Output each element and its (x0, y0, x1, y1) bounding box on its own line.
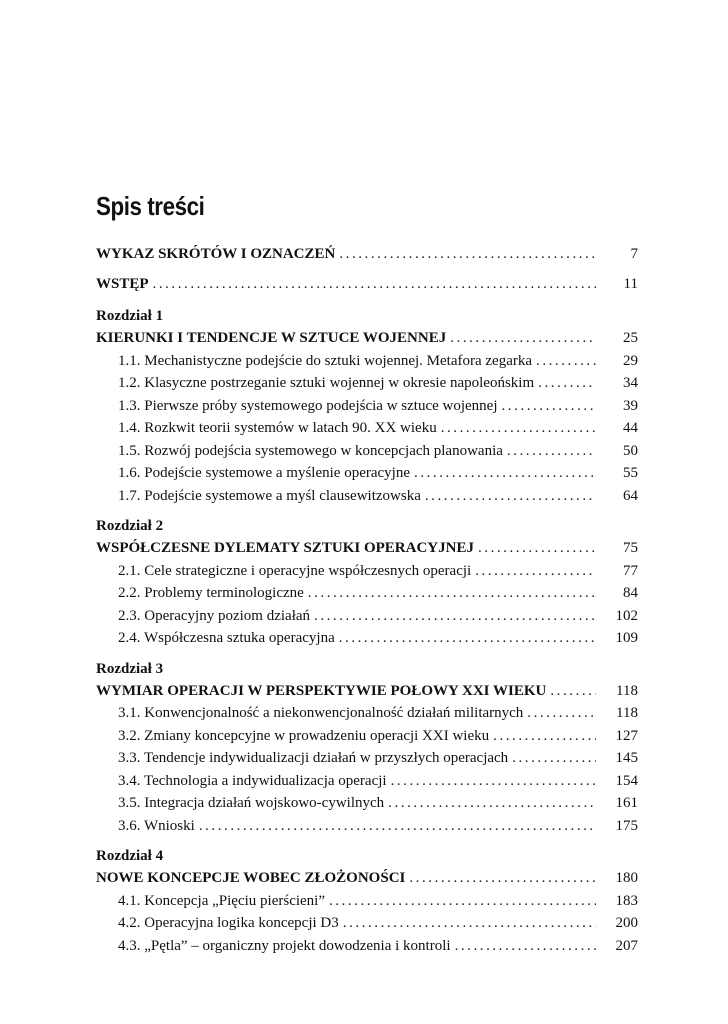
dot-leader (550, 680, 596, 703)
dot-leader (502, 395, 597, 418)
toc-entry-title: 2.3. Operacyjny poziom działań (118, 607, 311, 624)
dot-leader (308, 582, 596, 605)
toc-entry-title: 1.3. Pierwsze próby systemowego podejścia w sztuce wojennej (118, 397, 498, 414)
toc-entry-introduction[interactable] (96, 273, 638, 297)
dot-leader (538, 372, 596, 395)
chapter-label: Rozdział 2 (96, 518, 164, 534)
toc-entry-title: 1.1. Mechanistyczne podejście do sztuki wojennej. Metafora zegarka (118, 352, 533, 369)
toc-page-number: 39 (623, 397, 638, 414)
toc-entry-title: 3.4. Technologia a indywidualizacja operacji (118, 772, 387, 789)
toc-section-entry[interactable] (96, 417, 638, 440)
toc-page-number: 183 (615, 892, 638, 909)
toc-page-number: 109 (615, 630, 638, 646)
toc-entry-title: 2.2. Problemy terminologiczne (118, 585, 304, 601)
toc-page-number: 7 (630, 246, 638, 262)
toc-page-number: 154 (615, 772, 638, 789)
table-of-contents (96, 243, 638, 957)
toc-entry-title: 1.2. Klasyczne postrzeganie sztuki wojennej w okresie napoleońskim (118, 375, 535, 391)
toc-page-number: 84 (623, 585, 638, 601)
toc-entry-title: 1.5. Rozwój podejścia systemowego w koncepcjach planowania (118, 442, 503, 459)
dot-leader (507, 440, 596, 463)
toc-entry-title: 3.2. Zmiany koncepcyjne w prowadzeniu operacji XXI wieku (118, 727, 490, 744)
toc-entry-title: 3.6. Wnioski (118, 817, 195, 834)
toc-section-entry[interactable] (96, 605, 638, 628)
chapter-block-4 (96, 845, 638, 957)
toc-section-entry[interactable] (96, 725, 638, 748)
chapter-label: Rozdział 3 (96, 660, 164, 677)
toc-page-number: 44 (623, 420, 638, 436)
dot-leader (339, 243, 596, 266)
toc-section-entry[interactable] (96, 627, 638, 650)
toc-page-number: 64 (623, 487, 638, 504)
toc-section-entry[interactable] (96, 560, 638, 583)
toc-section-entry[interactable] (96, 440, 638, 463)
dot-leader (536, 350, 596, 373)
dot-leader (475, 560, 596, 583)
toc-entry-title: 1.4. Rozkwit teorii systemów w latach 90. XX wieku (118, 420, 437, 436)
dot-leader (339, 627, 596, 650)
chapter-block-3 (96, 658, 638, 838)
toc-section-entry[interactable] (96, 935, 638, 958)
toc-page-number: 200 (615, 915, 638, 931)
dot-leader (527, 702, 596, 725)
toc-page-number: 11 (623, 276, 638, 292)
dot-leader (343, 912, 596, 935)
toc-entry-title: 2.4. Współczesna sztuka operacyjna (118, 630, 335, 646)
dot-leader (329, 890, 596, 913)
toc-entry-title: WSPÓŁCZESNE DYLEMATY SZTUKI OPERACYJNEJ (96, 540, 474, 556)
chapter-label: Rozdział 4 (96, 848, 164, 864)
toc-entry-title: 1.7. Podejście systemowe a myśl clausewitzowska (118, 487, 421, 504)
toc-entry-title: 4.3. „Pętla” – organiczny projekt dowodzenia i kontroli (118, 937, 451, 954)
toc-entry-title: WSTĘP (96, 276, 149, 292)
dot-leader (199, 815, 596, 838)
toc-section-entry[interactable] (96, 770, 638, 793)
toc-page-number: 118 (616, 705, 638, 721)
toc-section-entry[interactable] (96, 702, 638, 725)
toc-section-entry[interactable] (96, 815, 638, 838)
toc-entry-title: KIERUNKI I TENDENCJE W SZTUCE WOJENNEJ (96, 330, 447, 346)
toc-page-number: 127 (615, 727, 638, 744)
dot-leader (314, 605, 596, 628)
toc-page-number: 207 (615, 937, 638, 954)
toc-section-entry[interactable] (96, 890, 638, 913)
dot-leader (391, 770, 596, 793)
dot-leader (450, 327, 596, 350)
toc-entry-title: 4.1. Koncepcja „Pięciu pierścieni” (118, 892, 325, 909)
toc-chapter-entry[interactable] (96, 537, 638, 560)
toc-page-number: 102 (615, 607, 638, 624)
toc-section-entry[interactable] (96, 485, 638, 508)
dot-leader (455, 935, 596, 958)
toc-page-number: 50 (623, 442, 638, 459)
toc-entry-title: WYKAZ SKRÓTÓW I OZNACZEŃ (96, 246, 336, 262)
toc-chapter-entry[interactable] (96, 680, 638, 703)
toc-page-number: 75 (623, 540, 638, 556)
chapter-block-2 (96, 515, 638, 650)
chapter-block-1 (96, 305, 638, 507)
dot-leader (409, 867, 596, 890)
toc-chapter-entry[interactable] (96, 867, 638, 890)
toc-page-number: 180 (615, 870, 638, 886)
toc-page-number: 25 (623, 330, 638, 346)
toc-entry-title: 4.2. Operacyjna logika koncepcji D3 (118, 915, 339, 931)
toc-section-entry[interactable] (96, 792, 638, 815)
toc-section-entry[interactable] (96, 350, 638, 373)
toc-chapter-entry[interactable] (96, 327, 638, 350)
dot-leader (478, 537, 596, 560)
dot-leader (512, 747, 596, 770)
page-title: Spis treści (96, 191, 205, 221)
dot-leader (425, 485, 596, 508)
toc-section-entry[interactable] (96, 462, 638, 485)
toc-page-number: 34 (623, 375, 638, 391)
toc-page-number: 77 (623, 562, 638, 579)
toc-page-number: 175 (615, 817, 638, 834)
toc-page-number: 55 (623, 465, 638, 481)
toc-entry-title: 3.3. Tendencje indywidualizacji działań w przyszłych operacjach (118, 750, 509, 766)
dot-leader (493, 725, 596, 748)
chapter-label: Rozdział 1 (96, 308, 164, 324)
toc-section-entry[interactable] (96, 912, 638, 935)
toc-page-number: 161 (615, 795, 638, 811)
toc-section-entry[interactable] (96, 395, 638, 418)
toc-entry-title: 2.1. Cele strategiczne i operacyjne współczesnych operacji (118, 562, 472, 579)
toc-section-entry[interactable] (96, 372, 638, 395)
toc-entry-title: WYMIAR OPERACJI W PERSPEKTYWIE POŁOWY XXI WIEKU (96, 682, 547, 699)
dot-leader (441, 417, 596, 440)
dot-leader (414, 462, 596, 485)
toc-entry-title: NOWE KONCEPCJE WOBEC ZŁOŻONOŚCI (96, 870, 406, 886)
toc-page-number: 118 (616, 682, 638, 699)
toc-entry-abbreviations[interactable] (96, 243, 638, 267)
toc-page-number: 145 (615, 750, 638, 766)
toc-entry-title: 3.5. Integracja działań wojskowo-cywilnych (118, 795, 385, 811)
dot-leader (153, 273, 596, 296)
toc-page-number: 29 (623, 352, 638, 369)
toc-section-entry[interactable] (96, 582, 638, 605)
toc-section-entry[interactable] (96, 747, 638, 770)
dot-leader (388, 792, 596, 815)
toc-entry-title: 3.1. Konwencjonalność a niekonwencjonalność działań militarnych (118, 705, 524, 721)
toc-entry-title: 1.6. Podejście systemowe a myślenie operacyjne (118, 465, 411, 481)
